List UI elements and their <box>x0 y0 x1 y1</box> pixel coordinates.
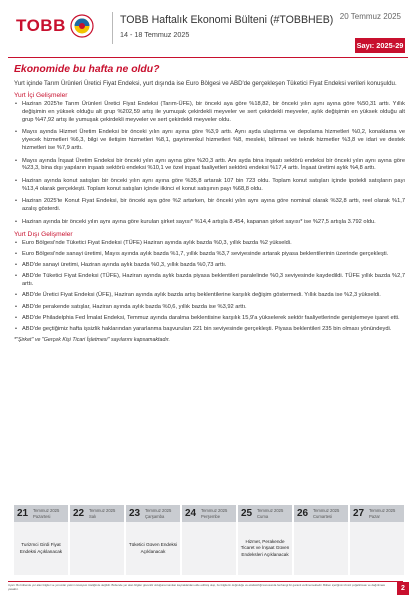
day-event <box>70 522 124 575</box>
foreign-item: • ABD'de Üretici Fiyat Endeksi (ÜFE), Haziran ayında aylık bazda artış beklentilerine karşılık değişim göstermedi. Yıllık bazda ise %2,3 yükseldi. <box>14 292 405 300</box>
disclaimer: Uyarı: Bu bültende yer alan bilgiler ve yorumlar yatırım tavsiyesi niteliğinde değildir. Bültende yer alan bilgiler güvenilir olduğuna inanılan kaynaklardan elde edilmiş olup, bu bilgilerin doğruluğu ve eksiksizliği konusunda herhangi bir garanti verilmemektedir. Bülten içeriğinin izinsiz çoğaltılması ve dağıtılması yasaktır. <box>8 583 386 591</box>
domestic-item: • Mayıs ayında Hizmet Üretim Endeksi bir önceki yılın aynı ayına göre %3,9 arttı. Aynı ayda ulaştırma ve depolama hizmetleri %0,2, konaklama ve yiyecek hizmetleri %6,3, bilgi ve iletişim hizmetleri %8,1, gayrimenkul hizmetleri %8, mesleki, bilimsel ve teknik hizmetler %3,8 ve idari ve destek hizmetleri ise %7,9 arttı. <box>14 129 405 153</box>
calendar-day-header <box>182 505 236 522</box>
page-number: 2 <box>397 582 409 595</box>
calendar-day <box>238 505 292 577</box>
header-rule <box>8 57 408 58</box>
calendar-day <box>14 505 68 577</box>
day-weekday: Pazartesi <box>33 513 51 519</box>
day-weekday: Cuma <box>257 513 269 519</box>
tobb-logo[interactable] <box>16 14 94 38</box>
day-weekday: Pazar <box>369 513 380 519</box>
calendar-day <box>70 505 124 577</box>
calendar-day-header <box>294 505 348 522</box>
day-number: 27 <box>353 508 365 519</box>
day-number: 26 <box>297 508 309 519</box>
issue-badge: Sayı: 2025-29 <box>355 38 405 53</box>
day-month: Temmuz 2025 <box>89 508 116 514</box>
foreign-item: • ABD'de Philadelphia Fed İmalat Endeksi, Temmuz ayında daralma beklentisine karşılık 15,9'a yükselerek sektör faaliyetlerinde genişlemeye işaret etti. <box>14 315 405 323</box>
bulletin-title: TOBB Haftalık Ekonomi Bülteni (#TOBBHEB) <box>120 14 334 26</box>
calendar-day-header <box>14 505 68 522</box>
calendar-day <box>350 505 404 577</box>
footer-rule <box>8 581 403 582</box>
foreign-item: • ABD'de geçtiğimiz hafta işsizlik haklarından yararlanma başvuruları 221 bin seviyesinde gerçekleşti. Piyasa beklentileri 235 bin olması yönündeydi. <box>14 326 405 334</box>
day-month: Temmuz 2025 <box>33 508 60 514</box>
day-month: Temmuz 2025 <box>145 508 172 514</box>
calendar-day <box>182 505 236 577</box>
day-meta <box>33 508 59 518</box>
calendar-day <box>126 505 180 577</box>
day-event: Turizmci Girdi Fiyat Endeksi Açıklanacak <box>14 522 68 575</box>
day-number: 24 <box>185 508 197 519</box>
day-event <box>294 522 348 575</box>
foreign-item: • ABD'de perakende satışlar, Haziran ayında aylık bazda %0,6, yıllık bazda ise %3,92 arttı. <box>14 304 405 312</box>
header <box>0 0 415 56</box>
bulletin-period: 14 - 18 Temmuz 2025 <box>120 30 190 39</box>
domestic-item: • Mayıs ayında İnşaat Üretim Endeksi bir önceki yılın aynı ayına göre %20,3 arttı. Anı ayda bina inşaatı sektörü endeksi bir önceki yılın aynı ayına göre %23,3, bina dışı yapıların inşaatı sektörü endeksi %10,1 ve özel inşaat faaliyetleri sektörü endeksi %17,4 arttı. İnşaat üretimi aylık %4,8 arttı. <box>14 158 405 174</box>
domestic-heading: Yurt İçi Gelişmeler <box>14 92 68 100</box>
calendar-day-header <box>238 505 292 522</box>
day-meta <box>257 508 283 518</box>
day-month: Temmuz 2025 <box>369 508 396 514</box>
calendar-day <box>294 505 348 577</box>
publish-date: 20 Temmuz 2025 <box>339 12 401 21</box>
domestic-item: • Haziran ayında bir önceki yılın aynı ayına göre kurulan şirket sayısı* %14,4 artışla 8.454, kapanan şirket sayısı* ise %27,5 artışla 3.792 oldu. <box>14 219 405 227</box>
day-meta <box>369 508 395 518</box>
day-meta <box>89 508 115 518</box>
foreign-item: • ABD'de Tüketici Fiyat Endeksi (TÜFE), Haziran ayında aylık bazda piyasa beklentileri paralelinde %0,3 seviyesinde kaydedildi. TÜFE yıllık bazda %2,7 arttı. <box>14 273 405 289</box>
tobb-emblem-icon <box>70 14 94 38</box>
day-month: Temmuz 2025 <box>257 508 284 514</box>
section-title: Ekonomide bu hafta ne oldu? <box>14 64 160 75</box>
logo-text: TOBB <box>16 16 66 35</box>
foreign-item: • Euro Bölgesi'nde Tüketici Fiyat Endeksi (TÜFE) Haziran ayında aylık bazda %0,3, yıllık bazda %2 yükseldi. <box>14 240 405 248</box>
day-weekday: Çarşamba <box>145 513 165 519</box>
day-event: Tüketici Güven Endeksi Açıklanacak <box>126 522 180 575</box>
day-meta <box>313 508 339 518</box>
day-month: Temmuz 2025 <box>201 508 228 514</box>
footnote: *"Şirket" ve "Gerçek Kişi Ticari İşletmesi" sayılarını kapsamaktadır. <box>14 337 170 344</box>
calendar-day-header <box>126 505 180 522</box>
day-number: 23 <box>129 508 141 519</box>
day-event: Hizmet, Perakende Ticaret ve İnşaat Güven Endeksleri Açıklanacak <box>238 522 292 575</box>
day-meta <box>145 508 171 518</box>
day-number: 22 <box>73 508 85 519</box>
header-divider <box>112 12 113 44</box>
weekly-calendar <box>14 505 404 577</box>
day-weekday: Cumartesi <box>313 513 333 519</box>
domestic-item: • Haziran 2025'te Konut Fiyat Endeksi, bir önceki aya göre %2 artarken, bir önceki yılın aynı ayına göre nominal olarak %32,8 arttı, reel olarak %1,7 azalış gösterdi. <box>14 198 405 214</box>
foreign-item: • Euro Bölgesi'nde sanayi üretimi, Mayıs ayında aylık bazda %1,7, yıllık bazda %3,7 seviyesinde artarak piyasa beklentilerinin üzerinde gerçekleşti. <box>14 251 405 259</box>
domestic-item: • Haziran 2025'te Tarım Ürünleri Üretici Fiyat Endeksi (Tarım-ÜFE), bir önceki aya göre %18,82, bir önceki yılın aynı ayına göre %50,31 arttı. Yıllık değişimin en yüksek olduğu alt grup %202,59 artış ile yumuşak çekirdekli meyveler ve sert çekirdekli meyveler, aylık değişimin en yüksek olduğu alt grup %47,92 artış ile yumuşak çekirdekli meyveler ve sert çekirdekli meyveler oldu. <box>14 101 405 125</box>
domestic-item: • Haziran ayında konut satışları bir önceki yılın aynı ayına göre %35,8 artarak 107 bin 723 oldu. Toplam konut satışları içinde ipotekli satışların payı %13,4 olarak gerçekleşti. Toplam konut satışları içinde ilkinci el konut satışının payı %68,8 oldu. <box>14 178 405 194</box>
foreign-list <box>14 240 405 334</box>
calendar-day-header <box>70 505 124 522</box>
intro-paragraph: Yurt içinde Tarım Ürünleri Üretici Fiyat Endeksi, yurt dışında ise Euro Bölgesi ve ABD'de gerçekleşen Tüketici Fiyat Endeksi verileri konuşuldu. <box>14 80 397 87</box>
foreign-item: • ABD'de sanayi üretimi, Haziran ayında aylık bazda %0,3, yıllık bazda %0,73 arttı. <box>14 262 405 270</box>
domestic-list <box>14 101 405 226</box>
day-meta <box>201 508 227 518</box>
day-month: Temmuz 2025 <box>313 508 340 514</box>
day-number: 25 <box>241 508 253 519</box>
day-event <box>182 522 236 575</box>
main-content <box>14 64 405 343</box>
day-weekday: Salı <box>89 513 97 519</box>
calendar-day-header <box>350 505 404 522</box>
day-number: 21 <box>17 508 29 519</box>
foreign-heading: Yurt Dışı Gelişmeler <box>14 230 73 238</box>
day-weekday: Perşembe <box>201 513 221 519</box>
day-event <box>350 522 404 575</box>
